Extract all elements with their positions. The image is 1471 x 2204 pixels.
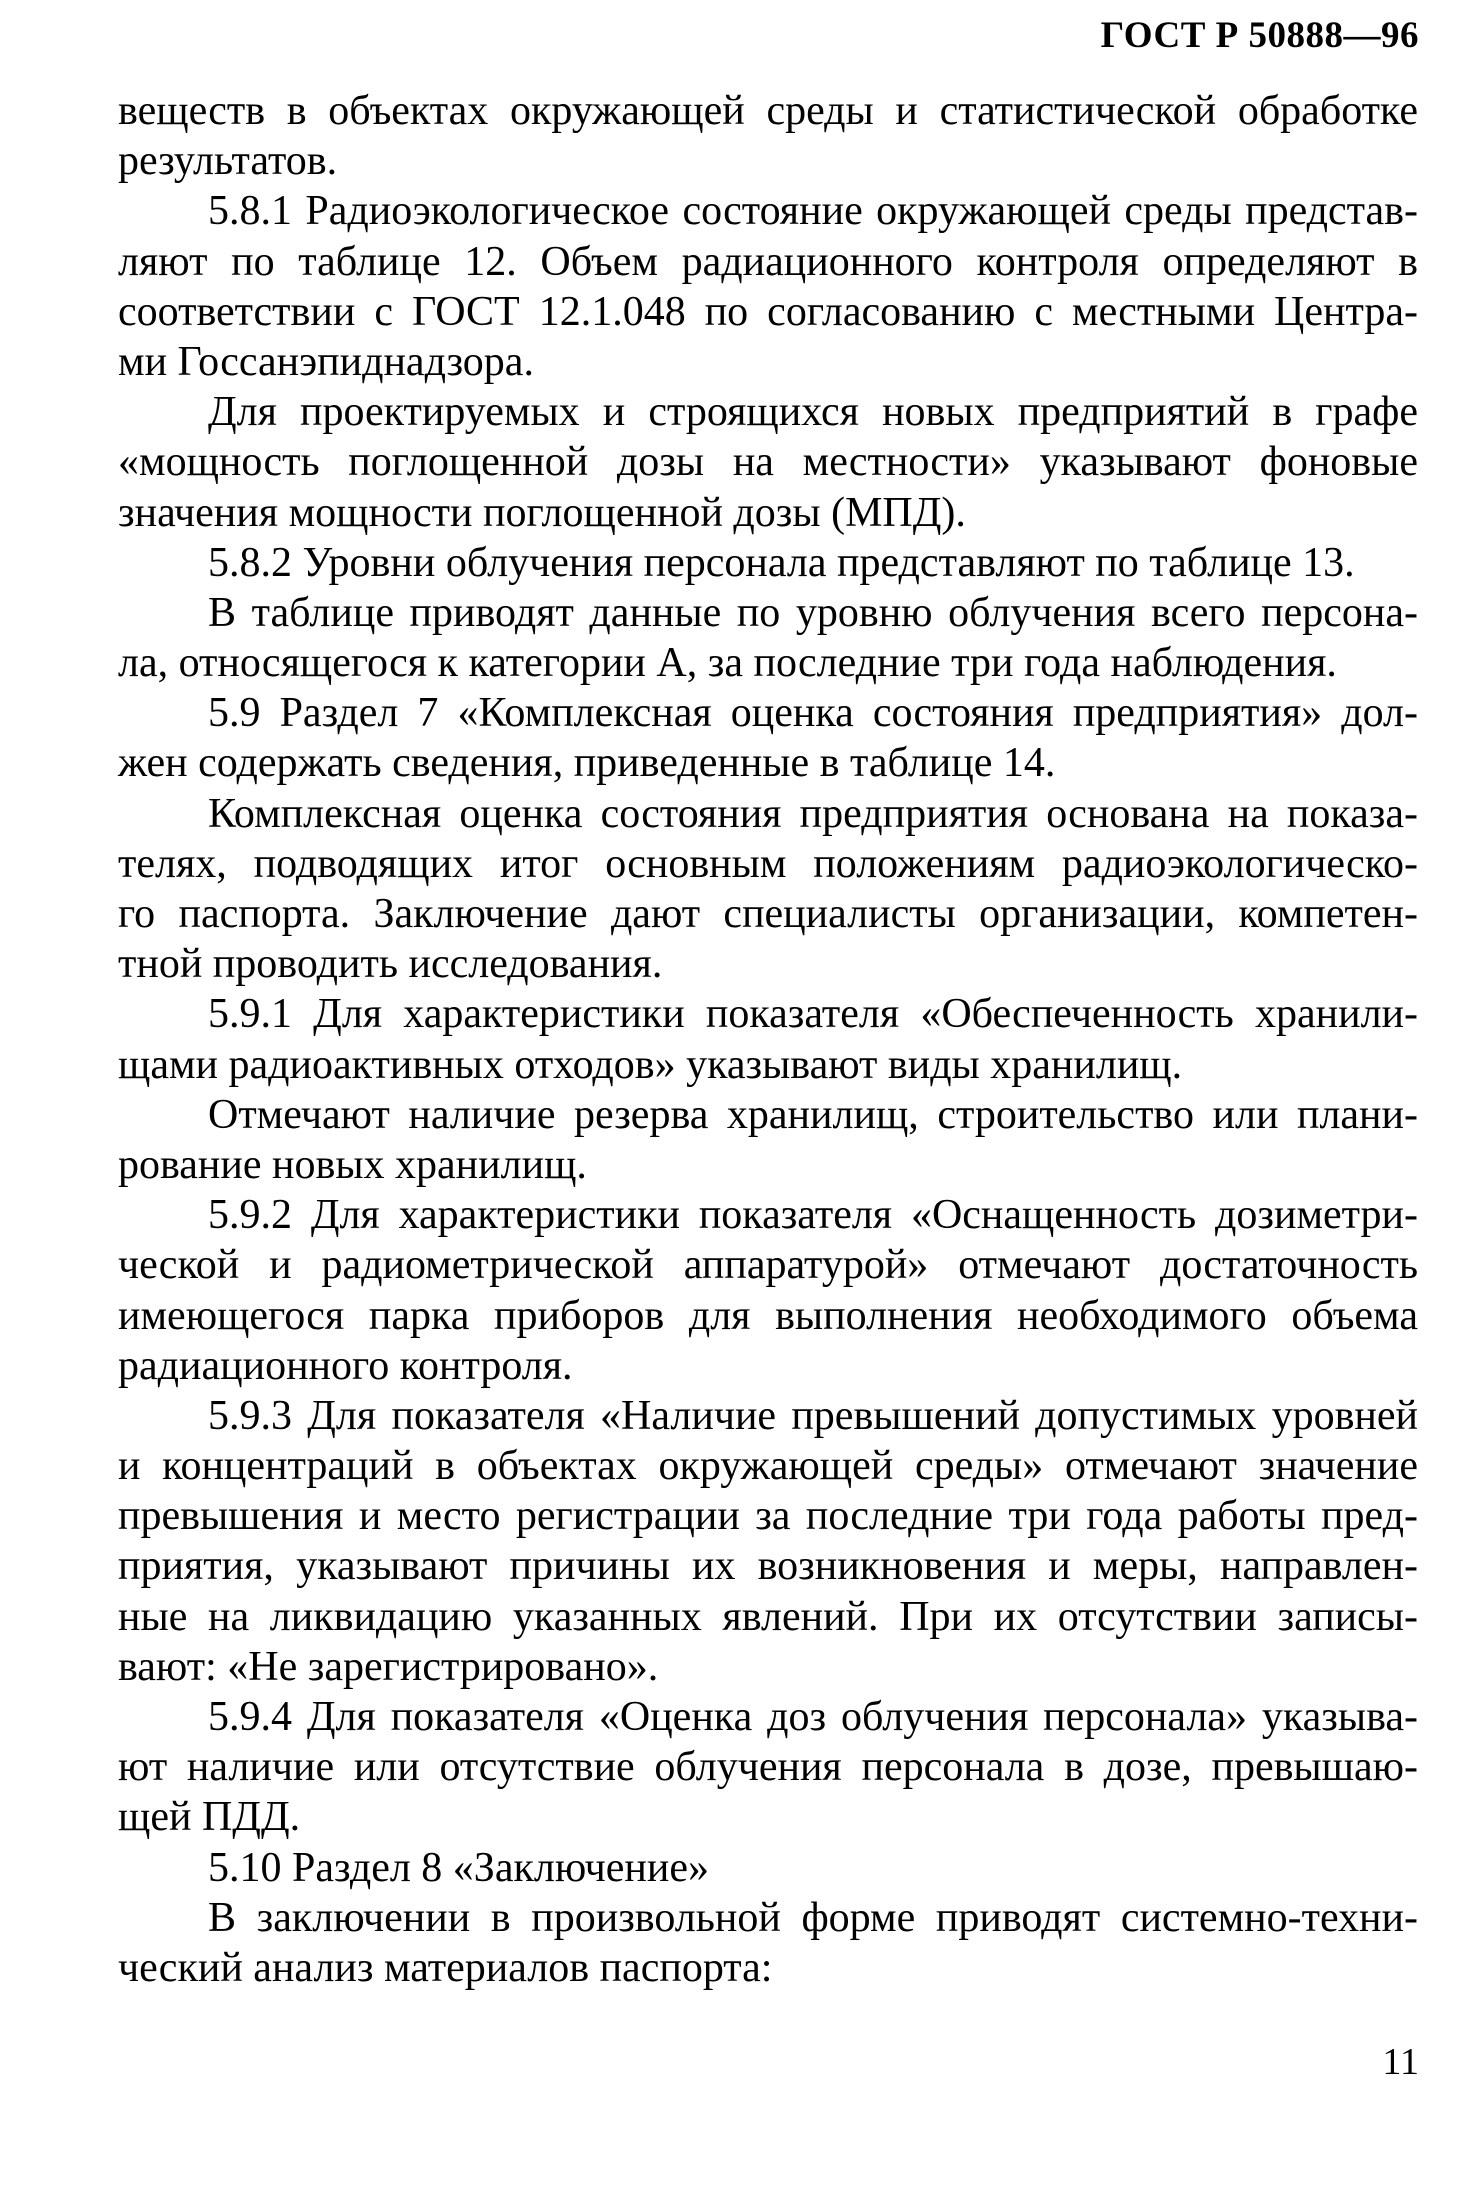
- text-line: 5.8.2 Уровни облучения персонала представляют по таблице 13.: [208, 539, 1355, 586]
- text-line: 5.10 Раздел 8 «Заключение»: [208, 1844, 709, 1891]
- paragraph: [118, 1692, 1418, 1843]
- text-line: ческий анализ материалов паспорта:: [118, 1944, 773, 1991]
- paragraph: [118, 86, 1418, 186]
- text-line: ми Госсанэпиднадзора.: [118, 338, 534, 385]
- text-line: щей ПДД.: [118, 1794, 301, 1841]
- text-line: 5.9 Раздел 7 «Комплексная оценка состояния предприятия» дол-: [208, 690, 1418, 737]
- paragraph: [118, 1893, 1418, 1993]
- document-code-header: ГОСТ Р 50888—96: [1100, 15, 1419, 56]
- text-line: ляют по таблице 12. Объем радиационного контроля определяют в: [118, 238, 1418, 285]
- text-line: приятия, указывают причины их возникновения и меры, направлен-: [118, 1543, 1418, 1590]
- paragraph: [118, 1843, 1418, 1893]
- text-line: радиационного контроля.: [118, 1342, 573, 1389]
- text-line: щами радиоактивных отходов» указывают виды хранилищ.: [118, 1041, 1183, 1088]
- text-line: «мощность поглощенной дозы на местности» указывают фоновые: [118, 439, 1418, 486]
- text-line: 5.9.1 Для характеристики показателя «Обеспеченность хранили-: [208, 991, 1418, 1038]
- paragraph: [118, 186, 1418, 387]
- text-line: 5.8.1 Радиоэкологическое состояние окружающей среды представ-: [208, 188, 1418, 235]
- text-line: и концентраций в объектах окружающей среды» отмечают значение: [118, 1443, 1418, 1490]
- paragraph: [118, 789, 1418, 990]
- paragraph: [118, 538, 1418, 588]
- text-line: значения мощности поглощенной дозы (МПД).: [118, 489, 966, 536]
- text-line: имеющегося парка приборов для выполнения необходимого объема: [118, 1292, 1418, 1339]
- paragraph: [118, 387, 1418, 538]
- text-line: ческой и радиометрической аппаратурой» отмечают достаточность: [118, 1242, 1418, 1289]
- paragraph: [118, 1190, 1418, 1391]
- document-body: [118, 86, 1418, 1993]
- text-line: ные на ликвидацию указанных явлений. При их отсутствии записы-: [118, 1593, 1418, 1640]
- text-line: телях, подводящих итог основным положениям радиоэкологическо-: [118, 840, 1418, 887]
- text-line: ют наличие или отсутствие облучения персонала в дозе, превышаю-: [118, 1744, 1418, 1791]
- text-line: превышения и место регистрации за последние три года работы пред-: [118, 1493, 1418, 1540]
- text-line: вают: «Не зарегистрировано».: [118, 1643, 659, 1690]
- text-line: го паспорта. Заключение дают специалисты организации, компетен-: [118, 891, 1418, 937]
- text-line: В таблице приводят данные по уровню облучения всего персона-: [208, 589, 1418, 636]
- text-line: Для проектируемых и строящихся новых предприятий в графе: [208, 389, 1418, 436]
- text-line: Комплексная оценка состояния предприятия основана на показа-: [208, 790, 1418, 837]
- text-line: 5.9.2 Для характеристики показателя «Оснащенность дозиметри-: [208, 1192, 1418, 1239]
- text-line: рование новых хранилищ.: [118, 1141, 587, 1188]
- text-line: Отмечают наличие резерва хранилищ, строительство или плани-: [208, 1091, 1418, 1138]
- text-line: веществ в объектах окружающей среды и статистической обработке: [118, 88, 1418, 134]
- text-line: тной проводить исследования.: [118, 941, 663, 988]
- text-line: В заключении в произвольной форме приводят системно-техни-: [208, 1894, 1418, 1941]
- paragraph: [118, 1090, 1418, 1190]
- paragraph: [118, 688, 1418, 788]
- paragraph: [118, 989, 1418, 1089]
- paragraph: [118, 588, 1418, 688]
- text-line: соответствии с ГОСТ 12.1.048 по согласованию с местными Центра-: [118, 288, 1418, 335]
- page-number: 11: [1382, 2041, 1419, 2083]
- paragraph: [118, 1391, 1418, 1692]
- text-line: результатов.: [118, 138, 338, 185]
- text-line: жен содержать сведения, приведенные в таблице 14.: [118, 740, 1056, 787]
- text-line: ла, относящегося к категории А, за последние три года наблюдения.: [118, 640, 1337, 687]
- text-line: 5.9.3 Для показателя «Наличие превышений допустимых уровней: [208, 1392, 1418, 1439]
- text-line: 5.9.4 Для показателя «Оценка доз облучения персонала» указыва-: [208, 1694, 1418, 1740]
